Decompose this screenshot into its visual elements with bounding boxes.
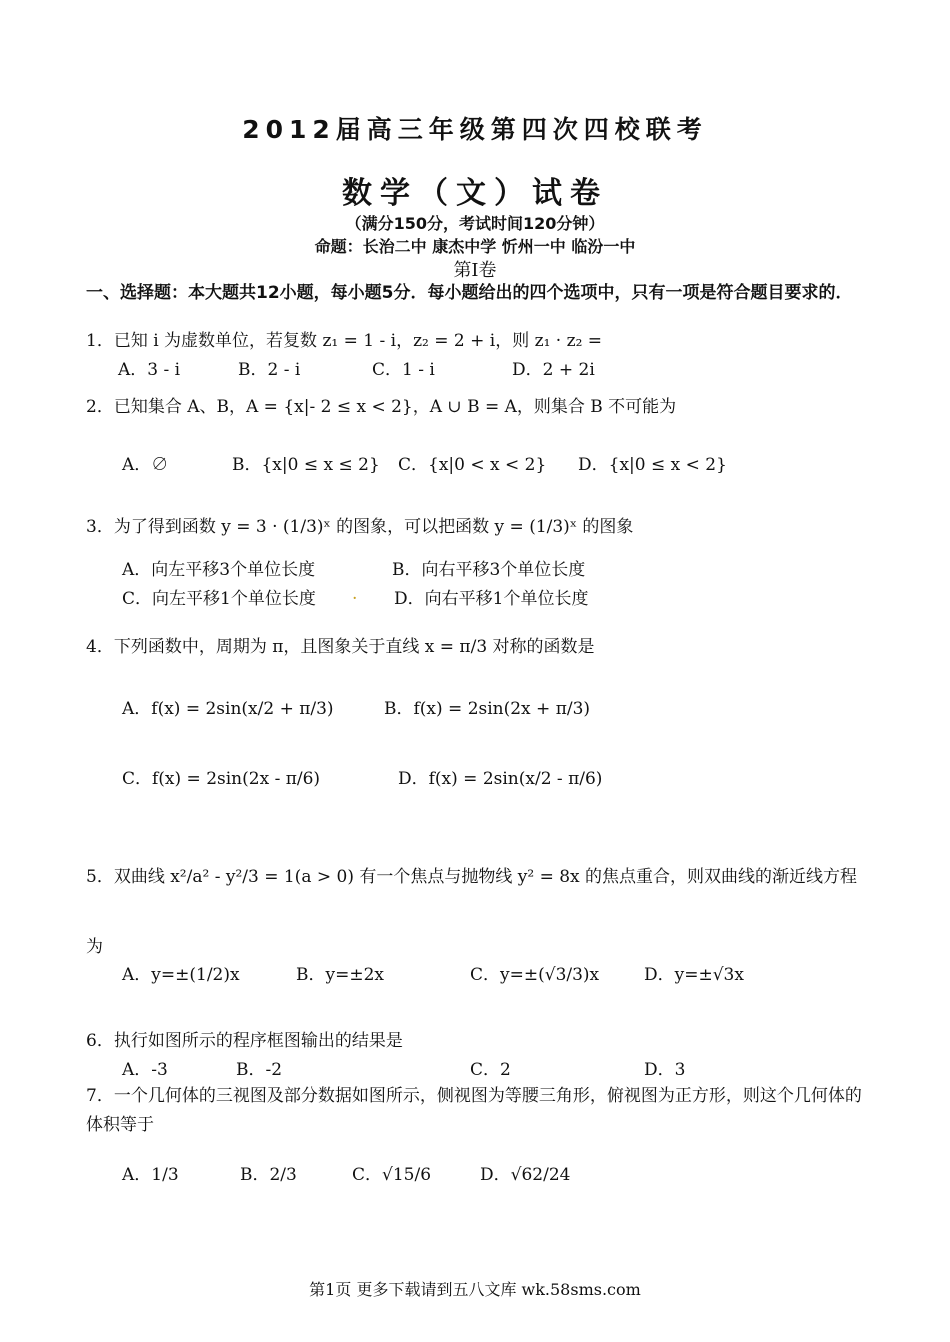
q7-option-b: B．2/3 [240,1165,297,1185]
q6-option-a: A．-3 [122,1060,168,1080]
q3-option-b: B．向右平移3个单位长度 [392,560,586,580]
q5-stem: 5．双曲线 x²/a² - y²/3 = 1(a > 0) 有一个焦点与抛物线 y² = 8x 的焦点重合，则双曲线的渐近线方程为 [86,867,858,957]
q4-option-c: C．f(x) = 2sin(2x - π/6) [122,769,321,789]
q6-option-b: B．-2 [236,1060,283,1080]
part-label: 第Ⅰ卷 [453,260,497,281]
q6-option-c: C．2 [470,1060,511,1080]
score-time: （满分150分，考试时间120分钟） [345,214,605,233]
q4-stem: 4．下列函数中，周期为 π，且图象关于直线 x = π/3 对称的函数是 [86,637,595,657]
q1-stem: 1．已知 i 为虚数单位，若复数 z₁ = 1 - i，z₂ = 2 + i，则 z₁ · z₂ = [86,331,603,351]
q6-option-d: D．3 [644,1060,686,1080]
q2-option-a: A．∅ [122,455,169,475]
q3-stem: 3．为了得到函数 y = 3 · (1/3)ˣ 的图象，可以把函数 y = (1/3)ˣ 的图象 [86,517,634,537]
q2-option-c: C．{x|0 < x < 2} [398,455,547,475]
q4-option-a: A．f(x) = 2sin(x/2 + π/3) [122,699,334,719]
q1-option-a: A．3 - i [118,360,181,380]
q1-option-d: D．2 + 2i [512,360,595,380]
q1-option-c: C．1 - i [372,360,435,380]
q6-stem: 6．执行如图所示的程序框图输出的结果是 [86,1031,403,1051]
section-heading: 一、选择题：本大题共12小题，每小题5分．每小题给出的四个选项中，只有一项是符合题目要求的． [86,283,853,303]
q2-option-b: B．{x|0 ≤ x ≤ 2} [232,455,380,475]
q4-option-d: D．f(x) = 2sin(x/2 - π/6) [398,769,603,789]
q2-stem: 2．已知集合 A、B，A = {x|- 2 ≤ x < 2}，A ∪ B = A，则集合 B 不可能为 [86,397,677,417]
q7-option-d: D．√62/24 [480,1165,571,1185]
q4-option-b: B．f(x) = 2sin(2x + π/3) [384,699,591,719]
q5-option-b: B．y=±2x [296,965,384,985]
dot-mark: . [352,584,358,604]
q5-option-a: A．y=±(1/2)x [122,965,240,985]
authors: 命题：长治二中 康杰中学 忻州一中 临汾一中 [314,237,636,256]
q7-option-a: A．1/3 [122,1165,179,1185]
q2-option-d: D．{x|0 ≤ x < 2} [578,455,727,475]
page-footer: 第1页 更多下载请到五八文库 wk.58sms.com [309,1280,641,1299]
q7-stem: 7．一个几何体的三视图及部分数据如图所示，侧视图为等腰三角形，俯视图为正方形，则这个几何体的体积等于 [86,1086,862,1135]
q3-option-c: C．向左平移1个单位长度 [122,589,316,609]
q3-option-a: A．向左平移3个单位长度 [122,560,316,580]
exam-title: 2012届高三年级第四次四校联考 [242,115,708,144]
q5-option-d: D．y=±√3x [644,965,744,985]
q7-option-c: C．√15/6 [352,1165,432,1185]
exam-subject: 数学（文）试卷 [342,176,608,211]
q3-option-d: D．向右平移1个单位长度 [394,589,589,609]
q5-option-c: C．y=±(√3/3)x [470,965,600,985]
q1-option-b: B．2 - i [238,360,301,380]
